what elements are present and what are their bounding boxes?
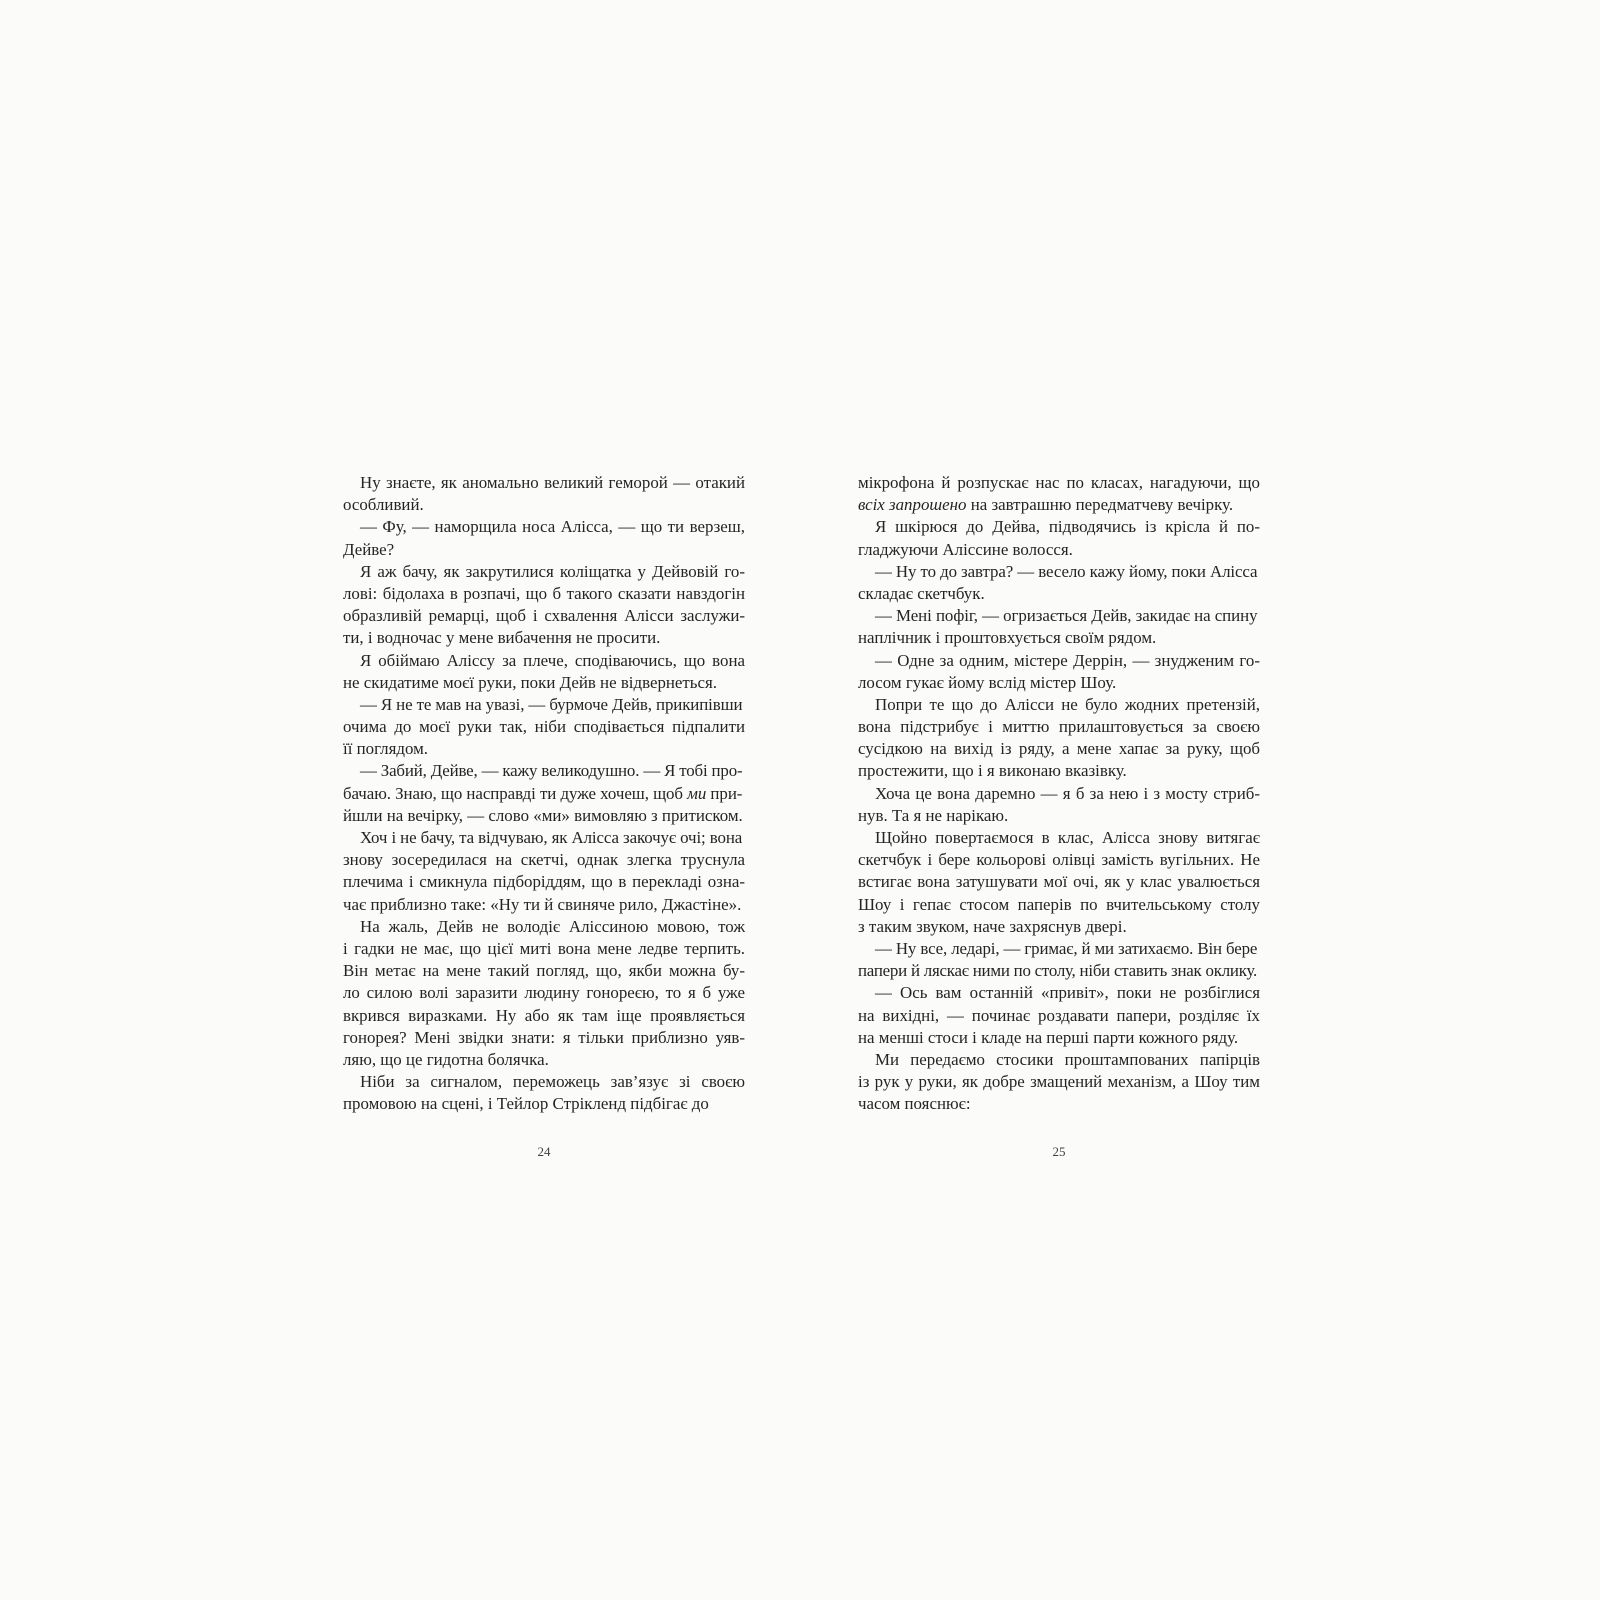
text-line: встигає вона затушувати мої очі, як у клас увалюється xyxy=(858,872,1260,892)
paragraph xyxy=(343,916,745,1071)
text-line: ляю, що це гидотна болячка. xyxy=(343,1049,549,1069)
page-right xyxy=(858,472,1261,1159)
page-right-number: 25 xyxy=(1052,1144,1066,1159)
page-left-text-block xyxy=(343,472,745,1115)
paragraph xyxy=(858,1049,1260,1116)
paragraph xyxy=(343,694,745,761)
text-line: її поглядом. xyxy=(343,739,428,759)
paragraph xyxy=(343,472,745,516)
text-line: чає приблизно таке: «Ну ти й свиняче рило, Джастіне». xyxy=(343,894,742,914)
text-line: Я обіймаю Аліссу за плече, сподіваючись, що вона xyxy=(360,650,745,670)
text-line: Він метає на мене такий погляд, що, якби можна бу- xyxy=(343,961,745,981)
paragraph xyxy=(343,561,745,650)
text-line: — Ну то до завтра? — весело кажу йому, поки Алісса xyxy=(875,561,1258,581)
paragraph xyxy=(343,760,745,827)
text-line: сусідкою на вихід із ряду, а мене хапає за руку, щоб xyxy=(858,739,1260,759)
text-line: Щойно повертаємося в клас, Алісса знову витягає xyxy=(875,828,1260,847)
text-line: Шоу і гепає стосом паперів по вчительському столу xyxy=(858,894,1260,914)
text-line: Я аж бачу, як закрутилися коліщатка у Дейвовій го- xyxy=(360,561,745,581)
text-line: образливій ремарці, щоб і схвалення Алісси заслужи- xyxy=(343,606,745,626)
text-line: Ніби за сигналом, переможець зав’язує зі своєю xyxy=(360,1072,745,1092)
text-line: очима до моєї руки так, ніби сподівається підпалити xyxy=(343,717,745,737)
text-line: Хоча це вона даремно — я б за нею і з мосту стриб- xyxy=(875,783,1260,803)
paragraph xyxy=(858,650,1260,694)
text-line: наплічник і проштовхується своїм рядом. xyxy=(858,628,1157,648)
text-line: всіх запрошено на завтрашню передматчеву вечірку. xyxy=(858,495,1234,515)
text-line: складає скетчбук. xyxy=(858,583,985,603)
text-line: йшли на вечірку, — слово «ми» вимовляю з притиском. xyxy=(343,805,743,825)
text-line: мікрофона й розпускає нас по класах, нагадуючи, що xyxy=(858,473,1260,492)
text-line: гладжуючи Аліссине волосся. xyxy=(858,539,1073,559)
text-line: — Мені пофіг, — огризається Дейв, закидає на спину xyxy=(875,606,1258,626)
text-line: — Я не те мав на увазі, — бурмоче Дейв, прикипівши xyxy=(360,694,743,714)
paragraph xyxy=(858,783,1260,827)
text-line: гонорея? Мені звідки знати: я тільки приблизно уяв- xyxy=(343,1027,745,1047)
text-line: Дейве? xyxy=(343,539,395,559)
paragraph xyxy=(858,561,1260,605)
text-line: — Ну все, ледарі, — гримає, й ми затихаємо. Він бере xyxy=(875,938,1258,958)
text-line: на вихідні, — починає роздавати папери, розділяє їх xyxy=(858,1005,1260,1025)
text-line: Попри те що до Алісси не було жодних претензій, xyxy=(875,694,1260,714)
paragraph xyxy=(343,516,745,560)
paragraph xyxy=(858,938,1260,982)
text-line: бачаю. Знаю, що насправді ти дуже хочеш, щоб ми при- xyxy=(343,783,743,803)
text-line: На жаль, Дейв не володіє Аліссиною мовою, тож xyxy=(360,916,745,936)
text-line: скетчбук і бере кольорові олівці замість вугільних. Не xyxy=(858,850,1260,870)
text-line: вкрився виразками. Ну або як там іще проявляється xyxy=(343,1005,745,1025)
text-line: Ну знаєте, як аномально великий геморой — отакий xyxy=(360,473,745,492)
text-line: лосом гукає йому вслід містер Шоу. xyxy=(858,672,1117,692)
text-line: з таким звуком, наче захряснув двері. xyxy=(858,916,1127,936)
text-line: вона підстрибує і миттю прилаштовується за своєю xyxy=(858,717,1260,737)
paragraph xyxy=(858,827,1260,938)
text-line: папери й ляскає ними по столу, ніби ставить знак оклику. xyxy=(858,961,1257,981)
paragraph xyxy=(858,472,1260,516)
text-line: на менші стоси і кладе на перші парти кожного ряду. xyxy=(858,1027,1239,1047)
text-line: — Фу, — наморщила носа Алісса, — що ти верзеш, xyxy=(360,517,745,537)
text-line: — Одне за одним, містере Деррін, — знудженим го- xyxy=(875,650,1260,670)
text-line: Я шкірюся до Дейва, підводячись із крісла й по- xyxy=(875,517,1261,537)
page-left xyxy=(343,472,746,1159)
text-line: Хоч і не бачу, та відчуваю, як Алісса закочує очі; вона xyxy=(360,828,743,847)
paragraph xyxy=(343,827,745,916)
text-line: ло силою волі заразити людину гонореєю, то я б уже xyxy=(343,983,745,1003)
text-line: плечима і смикнула підборіддям, що в перекладі озна- xyxy=(343,872,745,892)
paragraph xyxy=(343,1071,745,1115)
text-line: промовою на сцені, і Тейлор Стрікленд підбігає до xyxy=(343,1094,709,1114)
page-right-text-block xyxy=(858,472,1260,1115)
text-line: — Забий, Дейве, — кажу великодушно. — Я тобі про- xyxy=(360,761,743,781)
text-line: нув. Та я не нарікаю. xyxy=(858,805,1009,825)
text-line: особливий. xyxy=(343,495,424,515)
text-line: лові: бідолаха в розпачі, що б такого сказати навздогін xyxy=(343,583,745,603)
text-line: і гадки не має, що цієї миті вона мене ледве терпить. xyxy=(343,938,745,958)
paragraph xyxy=(858,694,1260,783)
text-line: Ми передаємо стосики проштампованих папірців xyxy=(875,1049,1260,1069)
paragraph xyxy=(858,605,1260,649)
text-line: не скидатиме моєї руки, поки Дейв не відвернеться. xyxy=(343,672,718,692)
page-left-number: 24 xyxy=(537,1144,551,1159)
paragraph xyxy=(343,650,745,694)
paragraph xyxy=(858,982,1260,1049)
text-line: знову зосередилася на скетчі, однак злегка труснула xyxy=(343,850,746,870)
text-line: ти, і водночас у мене вибачення не просити. xyxy=(343,628,661,648)
text-line: — Ось вам останній «привіт», поки не розбіглися xyxy=(875,983,1260,1003)
text-line: простежити, що і я виконаю вказівку. xyxy=(858,761,1127,781)
text-line: часом пояснює: xyxy=(858,1094,971,1114)
paragraph xyxy=(858,516,1260,560)
text-line: із рук у руки, як добре змащений механізм, а Шоу тим xyxy=(858,1072,1260,1092)
